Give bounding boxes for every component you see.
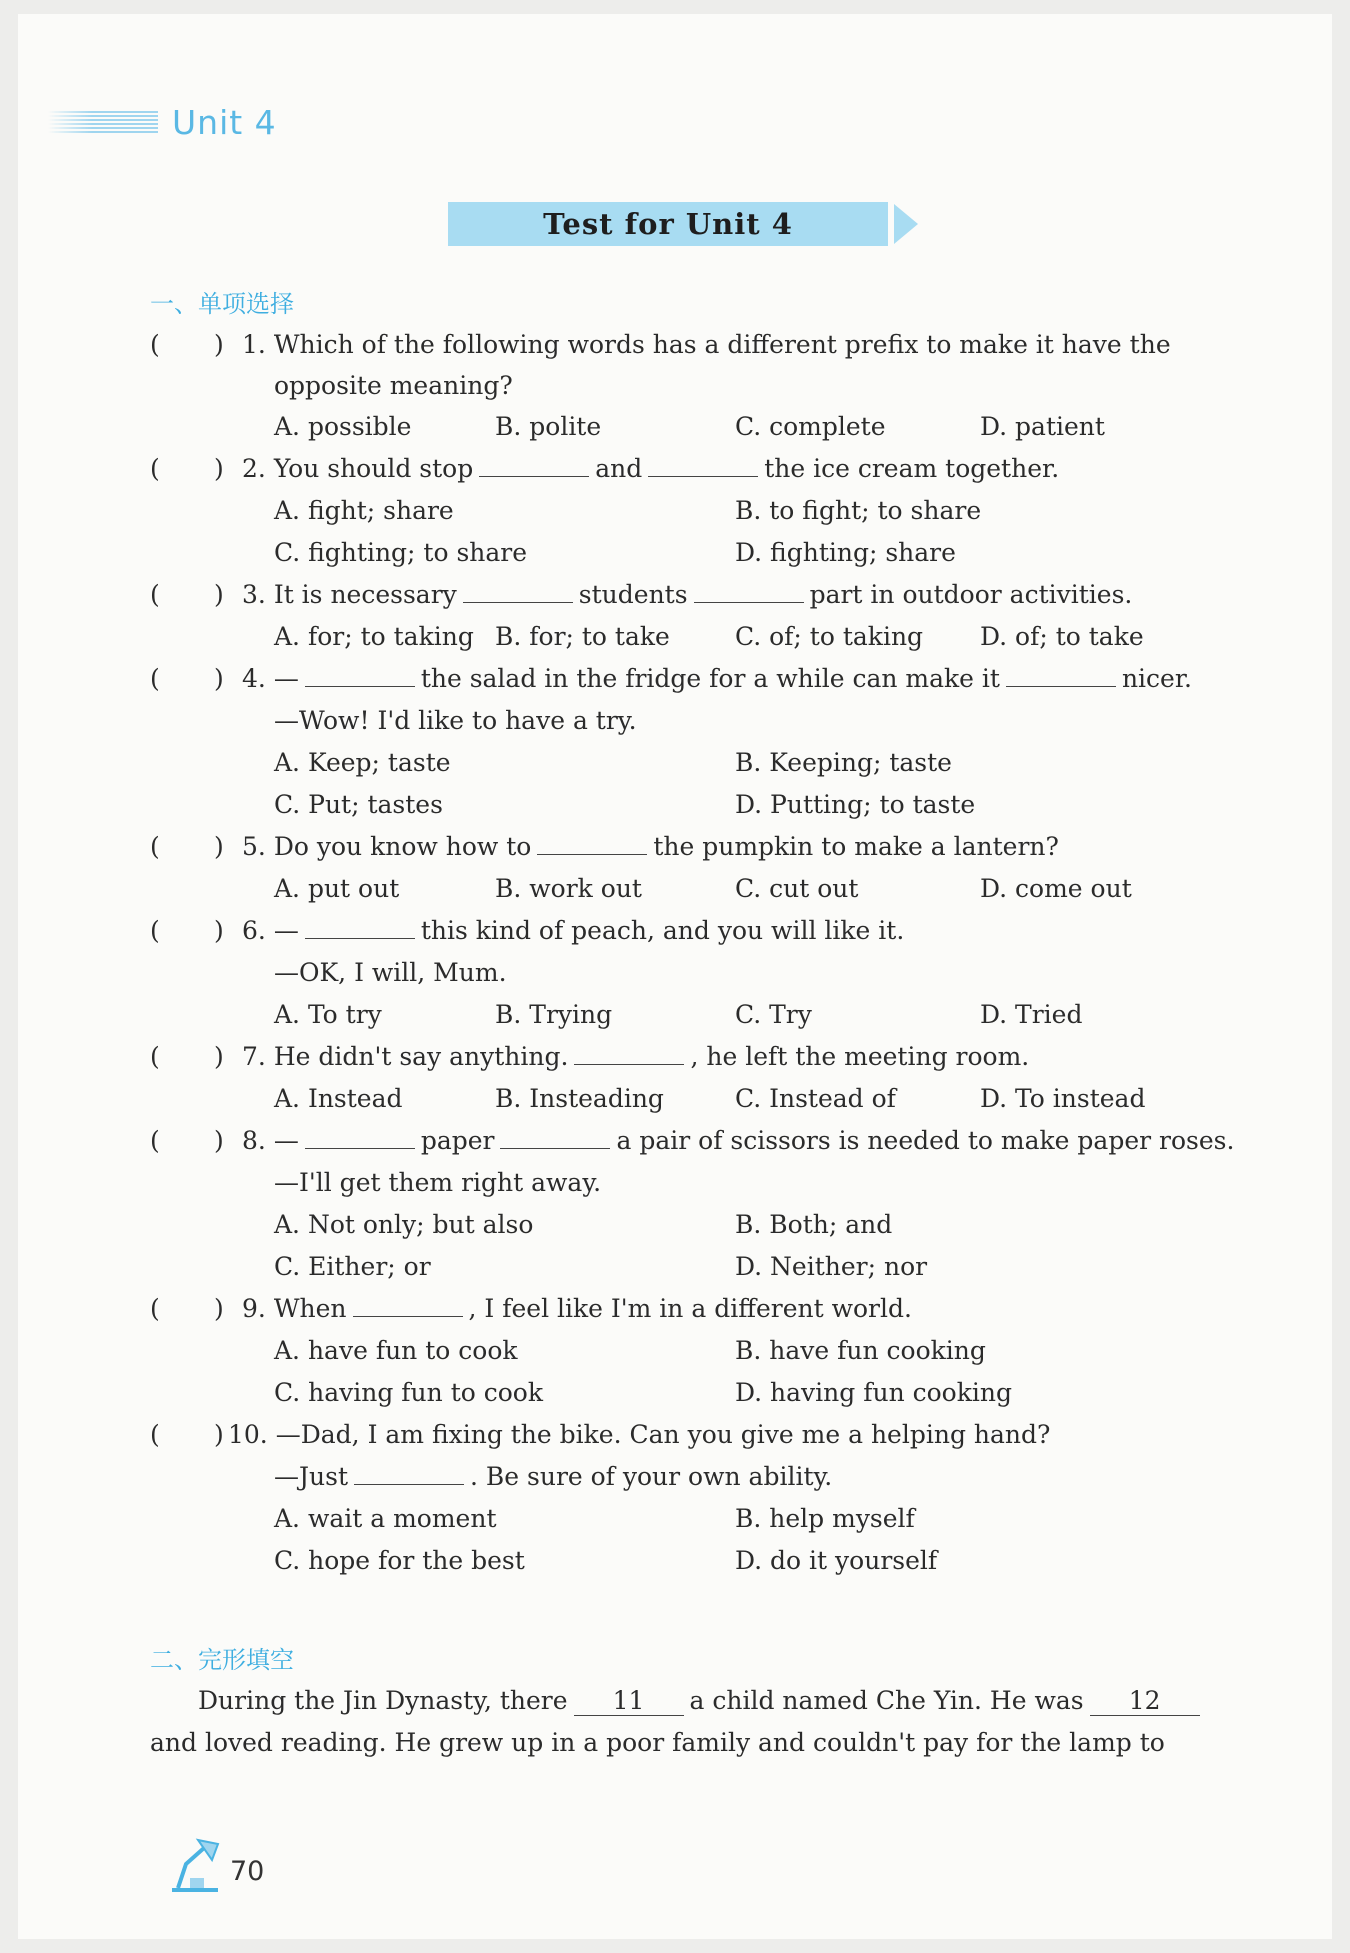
option-a: A. fight; share [274,496,454,525]
cloze-line-2: and loved reading. He grew up in a poor family and couldn't pay for the lamp to [150,1728,1165,1757]
fill-blank[interactable] [305,664,415,687]
option-b: B. Insteading [495,1084,664,1113]
answer-bracket-open: ( [150,1126,160,1155]
fill-blank[interactable] [479,454,589,477]
fill-blank[interactable] [500,1126,610,1149]
test-title-banner [448,202,888,246]
answer-bracket-close: ) [214,1042,224,1071]
fill-blank[interactable] [353,1294,463,1317]
option-d: D. Putting; to taste [735,790,976,819]
fill-blank[interactable] [574,1042,684,1065]
cloze-blank-11[interactable]: 11 [574,1687,684,1716]
option-b: B. have fun cooking [735,1336,986,1365]
answer-bracket-open: ( [150,832,160,861]
answer-bracket-close: ) [214,664,224,693]
option-d: D. come out [980,874,1132,903]
option-c: C. of; to taking [735,622,924,651]
test-title: Test for Unit 4 [543,207,793,241]
cloze-blank-12[interactable]: 12 [1090,1687,1200,1716]
option-d: D. To instead [980,1084,1146,1113]
option-a: A. Keep; taste [274,748,451,777]
option-c: C. hope for the best [274,1546,525,1575]
option-c: C. Instead of [735,1084,896,1113]
dialogue-reply: —Just . Be sure of your own ability. [274,1462,833,1491]
question-stem: 3. It is necessary students part in outdoor activities. [242,580,1133,609]
section-title-cloze: 二、完形填空 [150,1646,294,1674]
option-b: B. work out [495,874,642,903]
section-title-choice: 一、单项选择 [150,290,294,318]
banner-arrow-icon [894,204,918,244]
option-d: D. fighting; share [735,538,956,567]
unit-title: Unit 4 [172,102,277,142]
question-stem: 2. You should stop and the ice cream together. [242,454,1060,483]
answer-bracket-close: ) [214,1126,224,1155]
option-b: B. for; to take [495,622,670,651]
question-stem: 1. Which of the following words has a different prefix to make it have the [242,330,1171,359]
option-d: D. Neither; nor [735,1252,928,1281]
option-b: B. Keeping; taste [735,748,952,777]
option-b: B. to fight; to share [735,496,982,525]
option-b: B. Both; and [735,1210,893,1239]
option-c: C. Put; tastes [274,790,443,819]
page [18,14,1332,1939]
fill-blank[interactable] [648,454,758,477]
unit-header [48,102,277,142]
option-d: D. patient [980,412,1105,441]
question-stem: 8. — paper a pair of scissors is needed to make paper roses. [242,1126,1235,1155]
question-stem: 6. — this kind of peach, and you will like it. [242,916,905,945]
fill-blank[interactable] [305,1126,415,1149]
option-c: C. complete [735,412,886,441]
answer-bracket-open: ( [150,664,160,693]
answer-bracket-open: ( [150,916,160,945]
question-stem: 9. When , I feel like I'm in a different world. [242,1294,912,1323]
option-a: A. To try [274,1000,382,1029]
dialogue-reply: —I'll get them right away. [274,1168,602,1197]
option-c: C. Try [735,1000,812,1029]
option-a: A. possible [274,412,412,441]
question-stem: 5. Do you know how to the pumpkin to make a lantern? [242,832,1059,861]
answer-bracket-close: ) [214,916,224,945]
question-stem: 7. He didn't say anything. , he left the meeting room. [242,1042,1030,1071]
option-a: A. Instead [274,1084,403,1113]
fill-blank[interactable] [1006,664,1116,687]
cloze-line-1: During the Jin Dynasty, there 11 a child named Che Yin. He was 12 [198,1686,1206,1716]
option-a: A. put out [274,874,400,903]
option-a: A. have fun to cook [274,1336,518,1365]
fill-blank[interactable] [537,832,647,855]
answer-bracket-close: ) [214,454,224,483]
answer-bracket-close: ) [214,580,224,609]
answer-bracket-open: ( [150,1420,160,1449]
fill-blank[interactable] [694,580,804,603]
question-stem-cont: opposite meaning? [274,371,513,400]
option-c: C. having fun to cook [274,1378,544,1407]
page-number: 70 [230,1856,265,1887]
option-d: D. Tried [980,1000,1083,1029]
fill-blank[interactable] [354,1462,464,1485]
answer-bracket-open: ( [150,1042,160,1071]
option-b: B. polite [495,412,602,441]
answer-bracket-open: ( [150,330,160,359]
question-stem: 4. — the salad in the fridge for a while can make it nicer. [242,664,1192,693]
option-a: A. Not only; but also [274,1210,534,1239]
option-c: C. cut out [735,874,859,903]
answer-bracket-open: ( [150,454,160,483]
answer-bracket-close: ) [214,330,224,359]
desk-lamp-icon [164,1834,226,1894]
option-c: C. Either; or [274,1252,431,1281]
option-d: D. of; to take [980,622,1144,651]
option-b: B. help myself [735,1504,915,1533]
question-stem: 10. —Dad, I am fixing the bike. Can you give me a helping hand? [228,1420,1051,1449]
dialogue-reply: —OK, I will, Mum. [274,958,507,987]
option-a: A. for; to taking [274,622,474,651]
option-b: B. Trying [495,1000,613,1029]
dialogue-reply: —Wow! I'd like to have a try. [274,706,637,735]
option-d: D. do it yourself [735,1546,938,1575]
option-a: A. wait a moment [274,1504,497,1533]
option-d: D. having fun cooking [735,1378,1012,1407]
answer-bracket-open: ( [150,1294,160,1323]
answer-bracket-close: ) [214,1420,224,1449]
header-stripes [48,111,158,133]
option-c: C. fighting; to share [274,538,528,567]
answer-bracket-close: ) [214,1294,224,1323]
answer-bracket-open: ( [150,580,160,609]
fill-blank[interactable] [463,580,573,603]
answer-bracket-close: ) [214,832,224,861]
fill-blank[interactable] [305,916,415,939]
